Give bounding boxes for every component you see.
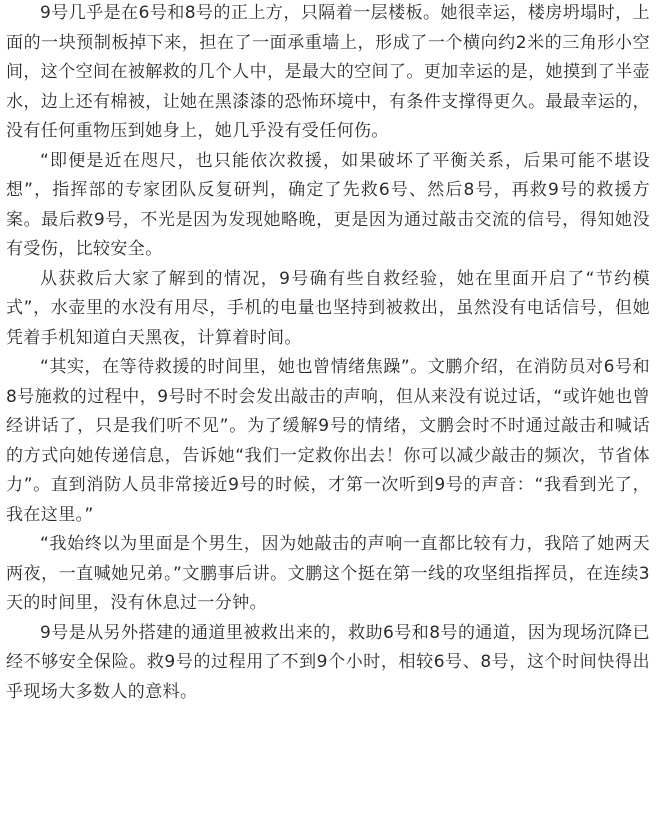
- paragraph-5: “我始终以为里面是个男生，因为她敲击的声响一直都比较有力，我陪了她两天两夜，一直喊她兄弟。”文鹏事后讲。文鹏这个挺在第一线的攻坚组指挥员，在连续3天的时间里，没有休息过一分钟。: [6, 534, 650, 613]
- paragraph-4: “其实，在等待救援的时间里，她也曾情绪焦躁”。文鹏介绍，在消防员对6号和8号施救的过程中，9号时不时会发出敲击的声响，但从来没有说过话，“或许她也曾经讲话了，只是我们听不见”。为了缓解9号的情绪，文鹏会时不时通过敲击和喊话的方式向她传递信息，告诉她“我们一定救你出去！你可以减少敲击的频次，节省体力”。直到消防人员非常接近9号的时候，才第一次听到9号的声音：“我看到光了，我在这里。”: [6, 357, 650, 525]
- paragraph-3: 从获救后大家了解到的情况，9号确有些自救经验，她在里面开启了“节约模式”，水壶里的水没有用尽，手机的电量也坚持到被救出，虽然没有电话信号，但她凭着手机知道白天黑夜，计算着时间。: [6, 268, 650, 348]
- paragraph-1: 9号几乎是在6号和8号的正上方，只隔着一层楼板。她很幸运，楼房坍塌时，上面的一块预制板掉下来，担在了一面承重墙上，形成了一个横向约2米的三角形小空间，这个空间在被解救的几个人中，是最大的空间了。更加幸运的是，她摸到了半壶水，边上还有棉被，让她在黑漆漆的恐怖环境中，有条件支撑得更久。最最幸运的，没有任何重物压到她身上，她几乎没有受任何伤。: [6, 3, 650, 141]
- paragraph-2: “即便是近在咫尺，也只能依次救援，如果破坏了平衡关系，后果可能不堪设想”，指挥部的专家团队反复研判，确定了先救6号、然后8号，再救9号的救援方案。最后救9号，不光是因为发现她略晚，更是因为通过敲击交流的信号，得知她没有受伤，比较安全。: [6, 150, 650, 259]
- paragraph-6: 9号是从另外搭建的通道里被救出来的，救助6号和8号的通道，因为现场沉降已经不够安全保险。救9号的过程用了不到9个小时，相较6号、8号，这个时间快得出乎现场大多数人的意料。: [6, 622, 650, 702]
